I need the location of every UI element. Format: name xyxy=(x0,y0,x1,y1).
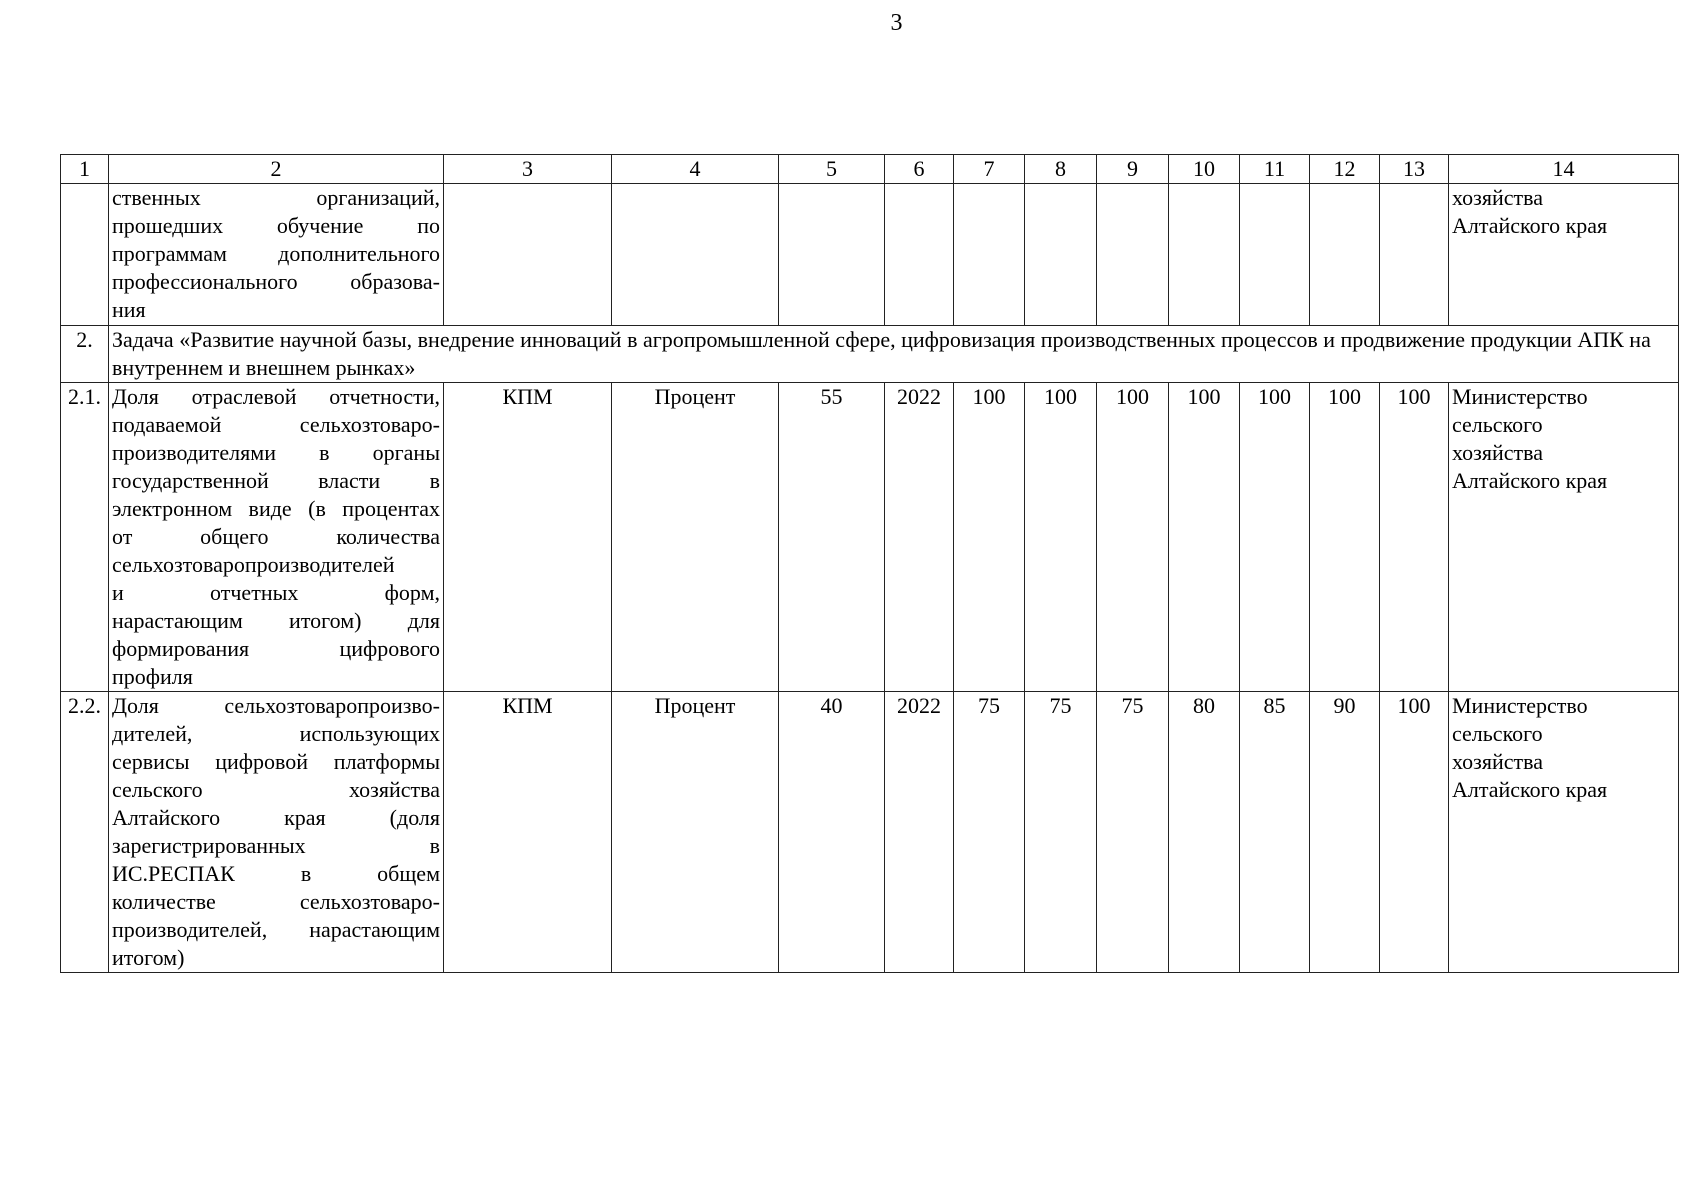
column-header: 1 xyxy=(61,155,109,184)
column-header: 12 xyxy=(1310,155,1380,184)
year-value: 100 xyxy=(1097,383,1169,692)
unit-of-measure: Процент xyxy=(612,383,779,692)
responsible-line: хозяйства xyxy=(1452,440,1543,465)
indicator-name-line: формирования цифрового xyxy=(112,636,440,661)
column-header: 6 xyxy=(885,155,954,184)
base-year: 2022 xyxy=(885,692,954,973)
indicator-name-line: итогом) xyxy=(112,945,185,970)
year-value: 100 xyxy=(1025,383,1097,692)
indicator-name-line: государственной власти в xyxy=(112,468,440,493)
responsible-line: сельского xyxy=(1452,721,1543,746)
responsible-line: Министерство xyxy=(1452,693,1588,718)
year-value: 100 xyxy=(1380,692,1449,973)
year-value: 100 xyxy=(1310,383,1380,692)
indicator-name-line: дителей, использующих xyxy=(112,721,440,746)
indicator-name-line: зарегистрированных в xyxy=(112,833,440,858)
page-number: 3 xyxy=(890,10,903,36)
indicator-name-line: профессионального образова- xyxy=(112,269,440,294)
responsible-line: Алтайского края xyxy=(1452,777,1608,802)
column-header: 8 xyxy=(1025,155,1097,184)
indicator-name-line: Доля сельхозтоваропроизво- xyxy=(112,693,440,718)
table-row xyxy=(61,692,1679,973)
responsible-cell xyxy=(1449,383,1679,692)
indicator-name-line: производителями в органы xyxy=(112,440,440,465)
year-value: 80 xyxy=(1169,692,1240,973)
task-row xyxy=(61,326,1679,383)
column-header: 5 xyxy=(779,155,885,184)
task-text: Задача «Развитие научной базы, внедрение инноваций в агропромышленной сфере, цифровизация производственных процессов и продвижение продукции АПК на внутреннем и внешнем рынках» xyxy=(109,326,1679,383)
indicator-name-line: электронном виде (в процентах xyxy=(112,496,440,521)
year-value: 90 xyxy=(1310,692,1380,973)
responsible-line: Министерство xyxy=(1452,384,1588,409)
indicators-table xyxy=(60,154,1679,973)
indicator-name-line: сервисы цифровой платформы xyxy=(112,749,440,774)
column-header: 7 xyxy=(954,155,1025,184)
column-header: 10 xyxy=(1169,155,1240,184)
column-header: 14 xyxy=(1449,155,1679,184)
row-number: 2.2. xyxy=(61,692,109,973)
year-value: 100 xyxy=(954,383,1025,692)
year-value: 100 xyxy=(1240,383,1310,692)
indicator-name-line: Алтайского края (доля xyxy=(112,805,440,830)
indicator-name-line: от общего количества xyxy=(112,524,440,549)
column-header: 13 xyxy=(1380,155,1449,184)
indicator-name-cell xyxy=(109,692,444,973)
responsible-line: Алтайского края xyxy=(1452,213,1608,238)
indicator-name-line: ственных организаций, xyxy=(112,185,440,210)
unit-of-measure: Процент xyxy=(612,692,779,973)
indicator-name-line: программам дополнительного xyxy=(112,241,440,266)
indicator-name-line: сельхозтоваропроизводителей xyxy=(112,552,395,577)
responsible-line: сельского xyxy=(1452,412,1543,437)
row-number: 2.1. xyxy=(61,383,109,692)
column-numbers-row xyxy=(61,155,1679,184)
responsible-line: хозяйства xyxy=(1452,749,1543,774)
responsible-cell xyxy=(1449,184,1679,326)
column-header: 3 xyxy=(444,155,612,184)
year-value: 100 xyxy=(1380,383,1449,692)
column-header: 11 xyxy=(1240,155,1310,184)
task-number: 2. xyxy=(61,326,109,383)
indicator-type: КПМ xyxy=(444,383,612,692)
indicator-name-line: количестве сельхозтоваро- xyxy=(112,889,440,914)
indicator-name-line: профиля xyxy=(112,664,193,689)
base-value: 40 xyxy=(779,692,885,973)
indicator-name-line: Доля отраслевой отчетности, xyxy=(112,384,440,409)
year-value: 75 xyxy=(1097,692,1169,973)
indicator-name-line: прошедших обучение по xyxy=(112,213,440,238)
responsible-cell xyxy=(1449,692,1679,973)
indicator-name-cell xyxy=(109,184,444,326)
indicator-name-line: ИС.РЕСПАК в общем xyxy=(112,861,440,886)
indicator-name-line: нарастающим итогом) для xyxy=(112,608,440,633)
indicator-type: КПМ xyxy=(444,692,612,973)
year-value: 85 xyxy=(1240,692,1310,973)
indicator-name-line: сельского хозяйства xyxy=(112,777,440,802)
base-year: 2022 xyxy=(885,383,954,692)
indicator-name-cell xyxy=(109,383,444,692)
responsible-line: хозяйства xyxy=(1452,185,1543,210)
year-value: 75 xyxy=(1025,692,1097,973)
indicator-name-line: ния xyxy=(112,297,146,322)
year-value: 100 xyxy=(1169,383,1240,692)
responsible-line: Алтайского края xyxy=(1452,468,1608,493)
column-header: 2 xyxy=(109,155,444,184)
table-row xyxy=(61,184,1679,326)
indicator-name-line: производителей, нарастающим xyxy=(112,917,440,942)
indicator-name-line: подаваемой сельхозтоваро- xyxy=(112,412,440,437)
year-value: 75 xyxy=(954,692,1025,973)
column-header: 9 xyxy=(1097,155,1169,184)
column-header: 4 xyxy=(612,155,779,184)
indicator-name-line: и отчетных форм, xyxy=(112,580,440,605)
base-value: 55 xyxy=(779,383,885,692)
table-row xyxy=(61,383,1679,692)
